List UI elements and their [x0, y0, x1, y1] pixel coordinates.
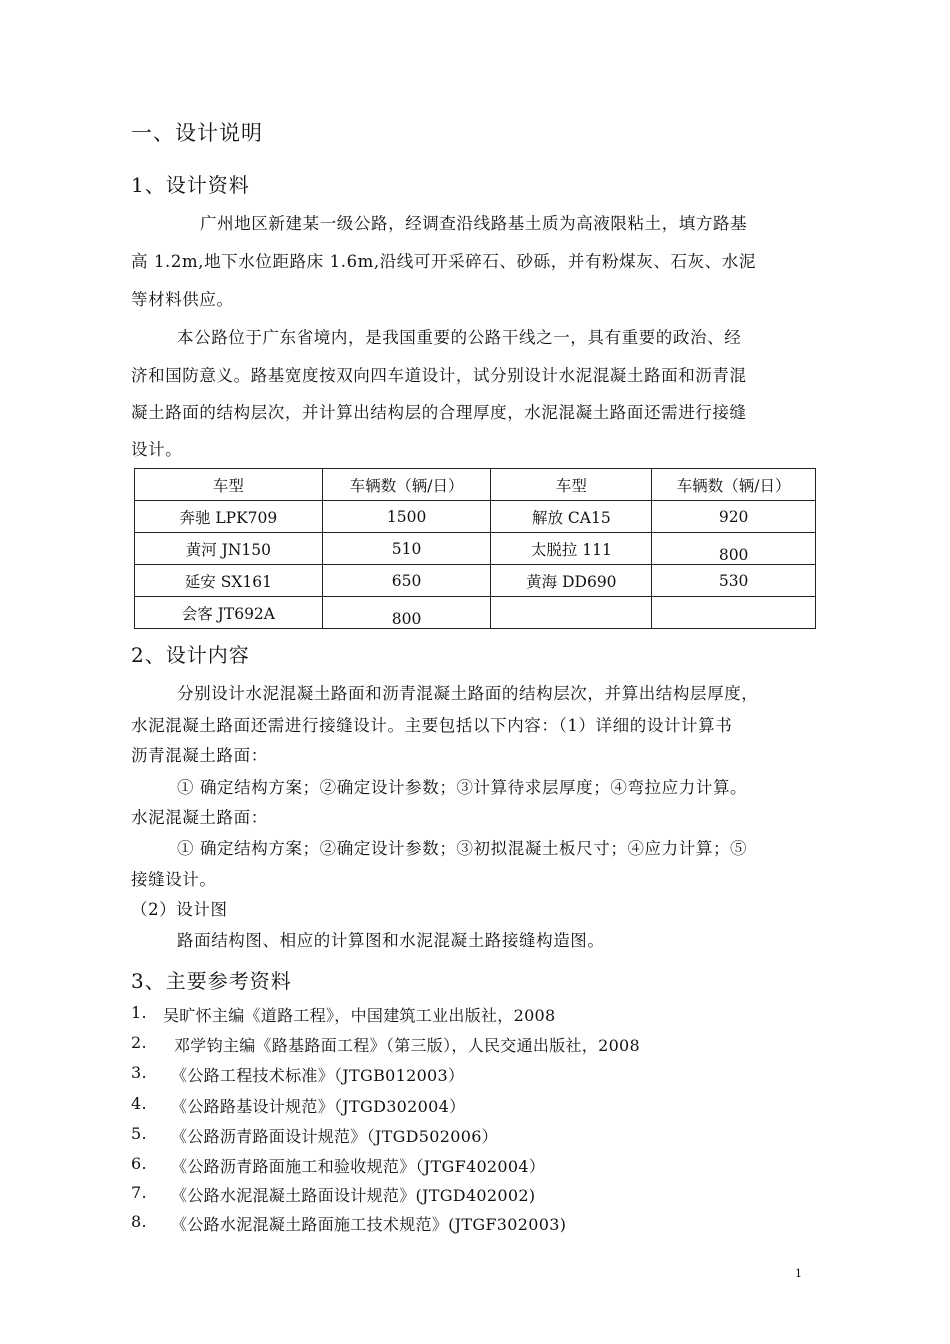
paragraph-line: 济和国防意义。路基宽度按双向四车道设计，试分别设计水泥混凝土路面和沥青混 — [131, 366, 747, 385]
reference-text: 《公路沥青路面设计规范》（JTGD502006） — [171, 1127, 498, 1146]
reference-number: 8. — [131, 1212, 147, 1231]
reference-text: 《公路沥青路面施工和验收规范》（JTGF402004） — [171, 1157, 546, 1176]
paragraph-line: 路面结构图、相应的计算图和水泥混凝土路接缝构造图。 — [177, 931, 605, 950]
table-cell: 920 — [652, 501, 816, 533]
paragraph-line: 分别设计水泥混凝土路面和沥青混凝土路面的结构层次，并算出结构层厚度， — [177, 684, 759, 703]
table-cell: 530 — [652, 565, 816, 597]
reference-text: 吴旷怀主编《道路工程》，中国建筑工业出版社，2008 — [163, 1006, 556, 1025]
reference-text: 邓学钧主编《路基路面工程》（第三版），人民交通出版社，2008 — [174, 1036, 641, 1055]
paragraph-line: （2）设计图 — [131, 900, 228, 919]
reference-number: 7. — [131, 1183, 147, 1202]
reference-text: 《公路水泥混凝土路面施工技术规范》(JTGF302003) — [171, 1215, 567, 1234]
table-cell: 奔驰 LPK709 — [135, 501, 323, 533]
reference-text: 《公路路基设计规范》（JTGD302004） — [171, 1097, 466, 1116]
table-header-cell: 车型 — [491, 469, 652, 501]
paragraph-line: 水泥混凝土路面： — [131, 808, 268, 827]
table-cell: 510 — [322, 533, 491, 565]
paragraph-line: 广州地区新建某一级公路，经调查沿线路基土质为高液限粘土，填方路基 — [200, 214, 748, 233]
paragraph-line: 等材料供应。 — [131, 290, 234, 309]
table-cell: 800 — [652, 533, 816, 565]
table-header-cell: 车辆数（辆/日） — [652, 469, 816, 501]
table-cell: 会客 JT692A — [135, 597, 323, 629]
table-header-cell: 车辆数（辆/日） — [322, 469, 491, 501]
reference-text: 《公路水泥混凝土路面设计规范》(JTGD402002) — [171, 1186, 536, 1205]
reference-number: 6. — [131, 1154, 147, 1173]
section-title: 一、设计说明 — [131, 121, 263, 145]
table-cell: 800 — [322, 597, 491, 629]
paragraph-line: ① 确定结构方案；②确定设计参数；③计算待求层厚度；④弯拉应力计算。 — [177, 778, 748, 797]
table-row — [135, 565, 816, 597]
table-row — [135, 533, 816, 565]
table-cell: 1500 — [322, 501, 491, 533]
reference-number: 2. — [131, 1033, 147, 1052]
table-cell: 650 — [322, 565, 491, 597]
paragraph-line: 设计。 — [131, 440, 183, 459]
paragraph-line: ① 确定结构方案；②确定设计参数；③初拟混凝土板尺寸；④应力计算；⑤ — [177, 839, 748, 858]
vehicle-table — [134, 468, 816, 629]
reference-text: 《公路工程技术标准》（JTGB012003） — [171, 1066, 465, 1085]
paragraph-line: 凝土路面的结构层次，并计算出结构层的合理厚度，水泥混凝土路面还需进行接缝 — [131, 403, 747, 422]
table-cell — [652, 597, 816, 629]
table-row — [135, 597, 816, 629]
heading-references: 3、主要参考资料 — [131, 969, 292, 993]
paragraph-line: 本公路位于广东省境内，是我国重要的公路干线之一，具有重要的政治、经 — [177, 328, 742, 347]
page-number: 1 — [795, 1267, 802, 1280]
table-header-cell: 车型 — [135, 469, 323, 501]
reference-number: 4. — [131, 1094, 147, 1113]
table-cell: 黄河 JN150 — [135, 533, 323, 565]
heading-design-content: 2、设计内容 — [131, 643, 250, 667]
table-header-row — [135, 469, 816, 501]
heading-design-data: 1、设计资料 — [131, 173, 250, 197]
paragraph-line: 水泥混凝土路面还需进行接缝设计。主要包括以下内容：（1）详细的设计计算书 — [131, 716, 733, 735]
table-cell: 黄海 DD690 — [491, 565, 652, 597]
reference-number: 3. — [131, 1063, 147, 1082]
paragraph-line: 接缝设计。 — [131, 870, 217, 889]
table-row — [135, 501, 816, 533]
table-cell: 太脱拉 111 — [491, 533, 652, 565]
table-cell — [491, 597, 652, 629]
table-cell: 延安 SX161 — [135, 565, 323, 597]
paragraph-line: 高 1.2m,地下水位距路床 1.6m,沿线可开采碎石、砂砾，并有粉煤灰、石灰、水泥 — [131, 252, 756, 271]
reference-number: 1. — [131, 1003, 147, 1022]
paragraph-line: 沥青混凝土路面： — [131, 746, 268, 765]
table-cell: 解放 CA15 — [491, 501, 652, 533]
reference-number: 5. — [131, 1124, 147, 1143]
